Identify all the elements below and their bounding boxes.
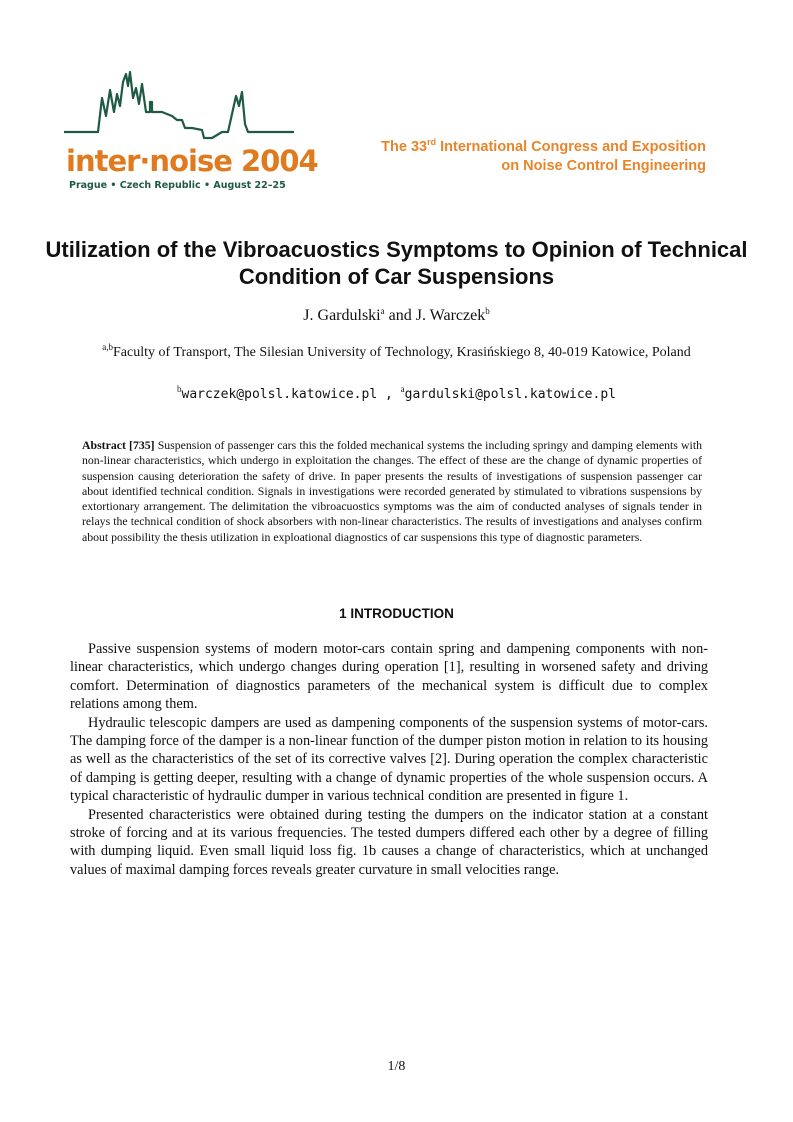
email-link[interactable]: gardulski@polsl.katowice.pl	[404, 387, 616, 402]
paragraph: Hydraulic telescopic dampers are used as dampening components of the suspension systems of motor-cars. The damping force of the damper is a non-linear function of the dumper piston motion in relation to its housing as well as the characteristics of the set of its corrective valves [2]. During operation the complex characteristic of damping is getting deeper, resulting with a change of dynamic properties of the whole suspension occurs. A typical characteristic of hydraulic dumper in various technical condition are presented in figure 1.	[70, 714, 708, 805]
paragraph: Passive suspension systems of modern motor-cars contain spring and dampening components with non-linear characteristics, which undergo changes during operation [1], resulting in worsened safety and driving comfort. Determination of diagnostics parameters of the mechanical system is difficult due to complex relations among them.	[70, 641, 708, 713]
skyline-graphic	[62, 68, 294, 148]
email-line: $^b$warczek@polsl.katowice.pl , $^a$gardulski@polsl.katowice.pl	[177, 384, 616, 402]
affiliation: $^{a,b}$Faculty of Transport, The Silesian University of Technology, Krasińskiego 8, 40-019 Katowice, Poland	[102, 342, 691, 360]
congress-line-2: on Noise Control Engineering	[501, 158, 706, 174]
congress-title	[381, 138, 706, 176]
logo-tagline: Prague • Czech Republic • August 22–25	[69, 180, 286, 191]
author-name: J. Warczek	[415, 307, 486, 324]
section-heading: 1 INTRODUCTION	[339, 606, 454, 621]
author-list: J. Gardulski$^a$ and J. Warczek$^b$	[303, 306, 490, 324]
author-name: J. Gardulski	[303, 307, 381, 324]
abstract-text: Suspension of passenger cars this the folded mechanical systems the including springy and damping elements with non-linear characteristics, which undergo in exploitation the changes. The effect of these are the change of dynamic properties of suspension causing deterioration the safety of drive. In paper presents the results of investigations of suspension passenger car about identified technical condition. Signals in investigations were recorded generated by stimulated to vibrations suspensions by extortionary arrangement. The delimitation the vibroacuostics symptoms was the aim of conducted analyses of signals tender in relays the technical condition of shock absorbers with non-linear characteristics. The results of investigations and analyses confirm about possibility the thesis utilization in exploational diagnostics of car suspensions this type of diagnostic parameters.	[82, 438, 703, 544]
paragraph: Presented characteristics were obtained during testing the dumpers on the indicator station at a constant stroke of forcing and at its various frequencies. The tested dumpers differed each other by a degree of filling with dumping liquid. Even small liquid loss fig. 1b causes a change of characteristics, which at unchanged values of maximal damping forces reveals greater curvature in small velocities range.	[70, 806, 708, 878]
page-number: 1/8	[387, 1059, 406, 1074]
conference-logo	[62, 68, 318, 198]
congress-line-1: The 33rd International Congress and Exposition	[381, 137, 706, 155]
logo-wordmark: inter·noise 2004	[66, 144, 318, 178]
abstract	[82, 438, 702, 545]
paper-title: Utilization of the Vibroacuostics Symptoms to Opinion of Technical Condition of Car Suspensions	[45, 237, 748, 289]
section-body	[70, 640, 708, 879]
abstract-label: Abstract [735]	[82, 438, 155, 452]
email-link[interactable]: warczek@polsl.katowice.pl	[181, 387, 378, 402]
